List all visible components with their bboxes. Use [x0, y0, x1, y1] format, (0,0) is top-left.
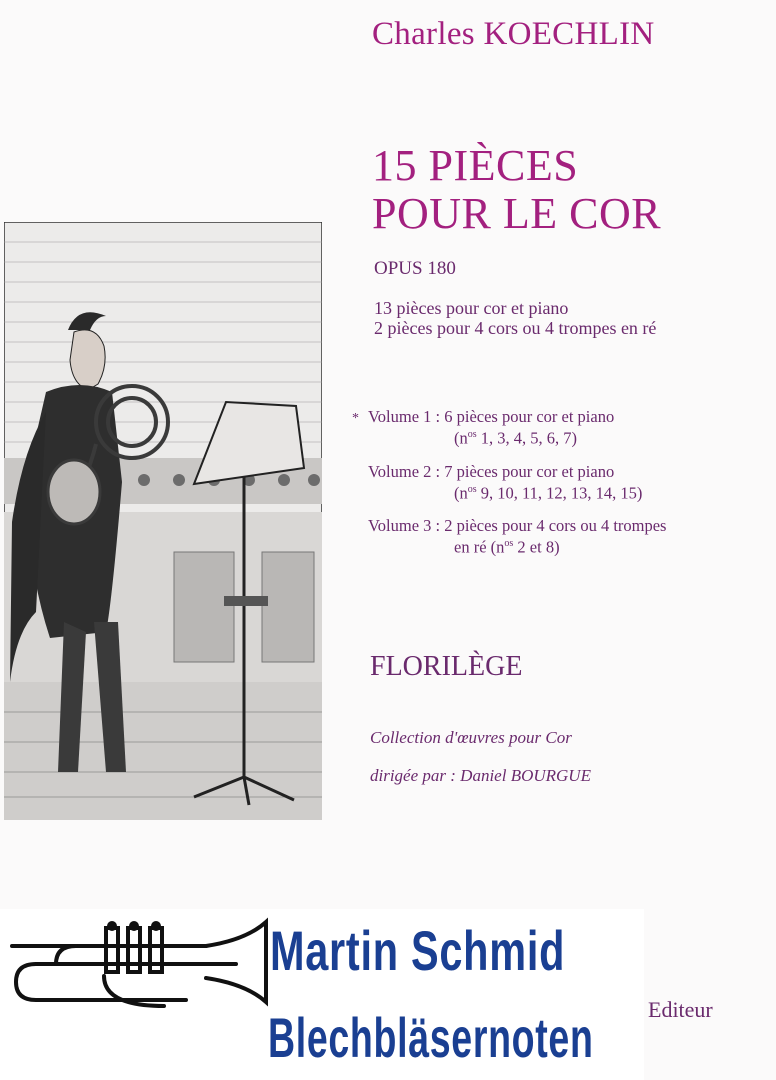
- work-title: [372, 142, 661, 238]
- volume-2-label: Volume 2 : 7 pièces pour cor et piano: [368, 462, 615, 481]
- volume-3-numbers: en ré ($n^{os}$ 2 et 8): [454, 537, 560, 557]
- volume-3: [368, 517, 666, 557]
- description-line1: 13 pièces pour cor et piano: [374, 298, 569, 318]
- volume-1-numbers: ($n^{os}$ 1, 3, 4, 5, 6, 7): [454, 428, 578, 448]
- horn-player-engraving-icon: [4, 222, 322, 820]
- director-line: dirigée par : Daniel BOURGUE: [370, 766, 591, 785]
- work-description: [374, 298, 656, 338]
- description-line2: 2 pièces pour 4 cors ou 4 trompes en ré: [374, 318, 657, 338]
- banner-line2: Blechbläsernoten: [268, 1006, 594, 1069]
- publisher-label: Editeur: [648, 997, 713, 1022]
- opus-number: OPUS 180: [374, 258, 456, 279]
- work-title-line2: POUR LE COR: [372, 189, 662, 238]
- volume-1: [368, 408, 614, 448]
- volume-1-label: Volume 1 : 6 pièces pour cor et piano: [368, 407, 615, 426]
- volume-2: [368, 463, 642, 503]
- volume-3-label: Volume 3 : 2 pièces pour 4 cors ou 4 trompes: [368, 516, 667, 535]
- composer-name: Charles KOECHLIN: [372, 16, 655, 52]
- series-title: FLORILÈGE: [370, 651, 523, 682]
- collection-line: Collection d'œuvres pour Cor: [370, 728, 572, 747]
- volume-2-numbers: ($n^{os}$ 9, 10, 11, 12, 13, 14, 15): [454, 483, 643, 503]
- banner-line1: Martin Schmid: [270, 919, 566, 982]
- work-title-line1: 15 PIÈCES: [372, 141, 579, 190]
- asterisk-mark: *: [352, 411, 359, 426]
- trumpet-logo-icon: [6, 914, 272, 1034]
